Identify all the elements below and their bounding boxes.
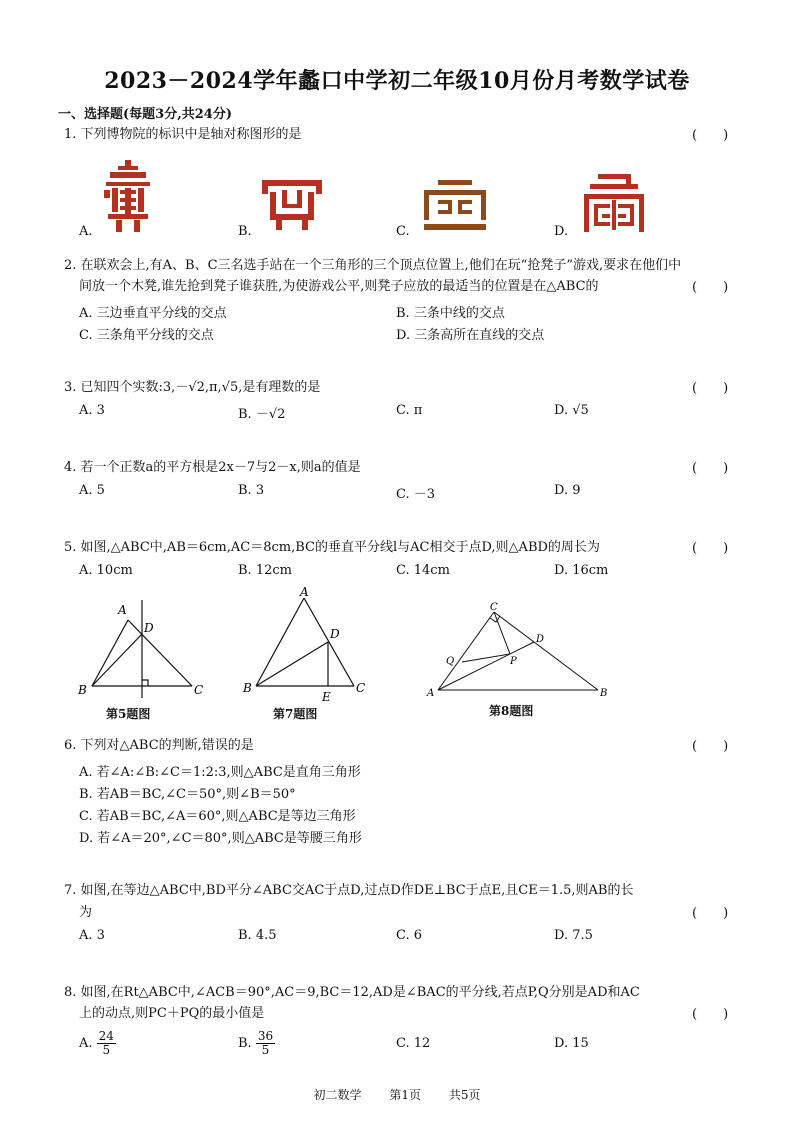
q8-option-b-fraction: [256, 1030, 275, 1057]
fig7-label-d: D: [330, 627, 340, 641]
q8-option-b-label: B.: [238, 1036, 252, 1051]
q8-option-d: D. 15: [554, 1036, 589, 1051]
q7-stem-line2: 为: [79, 905, 93, 920]
q4-option-b: B. 3: [238, 483, 265, 498]
figure-q7: [240, 584, 370, 704]
q2-stem-line1: 2. 在联欢会上,有A、B、C三名选手站在一个三角形的三个顶点位置上,他们在玩“抢凳子”游戏,要求在他们中: [64, 258, 682, 273]
q5-option-c: C. 14cm: [396, 563, 450, 578]
q6-answer-paren: ( ): [692, 739, 729, 754]
q8-option-a-label: A.: [79, 1036, 93, 1051]
q1-option-d: D.: [554, 224, 569, 239]
footer-page: 第1页: [389, 1088, 421, 1102]
figure-q8: [424, 596, 614, 700]
q6-option-a: A. 若∠A:∠B:∠C＝1:2:3,则△ABC是直角三角形: [79, 765, 361, 780]
q6-option-b: B. 若AB＝BC,∠C＝50°,则∠B＝50°: [79, 787, 296, 802]
q4-stem: 4. 若一个正数a的平方根是2x－7与2－x,则a的值是: [64, 460, 361, 475]
q4-option-d: D. 9: [554, 483, 581, 498]
fig5-label-c: C: [194, 683, 204, 697]
q8-option-b: [238, 1030, 275, 1057]
page-title: 2023－2024学年蠡口中学初二年级10月份月考数学试卷: [104, 68, 690, 94]
q8-stem-line1: 8. 如图,在Rt△ABC中,∠ACB＝90°,AC＝9,BC＝12,AD是∠BAC的平分线,若点P,Q分别是AD和AC: [64, 985, 640, 1000]
q3-option-b: B. －√2: [238, 407, 286, 422]
q1-option-a: A.: [79, 224, 93, 239]
museum-logo-c-icon: [424, 180, 486, 232]
q6-option-d: D. 若∠A＝20°,∠C＝80°,则△ABC是等腰三角形: [79, 831, 362, 846]
q3-option-d: D. √5: [554, 403, 589, 418]
q2-option-d: D. 三条高所在直线的交点: [396, 328, 545, 343]
footer-subject: 初二数学: [313, 1088, 362, 1102]
q3-answer-paren: ( ): [692, 381, 729, 396]
q8-option-c: C. 12: [396, 1036, 431, 1051]
q5-option-a: A. 10cm: [79, 563, 133, 578]
q4-answer-paren: ( ): [692, 461, 729, 476]
q5-answer-paren: ( ): [692, 541, 729, 556]
q4-option-a: A. 5: [79, 483, 105, 498]
q2-answer-paren: ( ): [692, 280, 729, 295]
q1-option-c: C.: [396, 224, 410, 239]
q8-option-a-fraction: [97, 1030, 116, 1057]
q7-option-a: A. 3: [79, 928, 105, 943]
fig7-label-c: C: [356, 681, 366, 695]
fig8-label-b: B: [600, 688, 608, 699]
museum-logo-b-icon: [262, 180, 322, 230]
caption-fig5: 第5题图: [106, 707, 151, 721]
fig7-label-e: E: [322, 690, 331, 704]
q3-stem: 3. 已知四个实数:3,－√2,π,√5,是有理数的是: [64, 380, 321, 395]
fig8-label-c: C: [490, 602, 498, 613]
q8-stem-line2: 上的动点,则PC＋PQ的最小值是: [79, 1006, 265, 1021]
q8-option-a-denominator: 5: [102, 1043, 111, 1057]
q7-option-b: B. 4.5: [238, 928, 277, 943]
q3-option-c: C. π: [396, 403, 423, 418]
q6-stem: 6. 下列对△ABC的判断,错误的是: [64, 738, 254, 753]
museum-logo-a-icon: [102, 160, 154, 234]
q2-stem-line2: 间放一个木凳,谁先抢到凳子谁获胜,为使游戏公平,则凳子应放的最适当的位置是在△ABC的: [79, 279, 599, 294]
q2-option-c: C. 三条角平分线的交点: [79, 328, 214, 343]
q7-option-d: D. 7.5: [554, 928, 593, 943]
q1-stem: 1. 下列博物院的标识中是轴对称图形的是: [64, 127, 302, 142]
q5-option-d: D. 16cm: [554, 563, 609, 578]
q8-option-b-numerator: 36: [257, 1029, 274, 1043]
q8-answer-paren: ( ): [692, 1007, 729, 1022]
fig8-label-q: Q: [446, 656, 455, 667]
q4-option-c: C. －3: [396, 487, 436, 502]
fig8-label-a: A: [427, 688, 435, 699]
fig7-label-a: A: [300, 585, 309, 599]
q5-stem: 5. 如图,△ABC中,AB＝6cm,AC＝8cm,BC的垂直平分线l与AC相交于点D,则△ABD的周长为: [64, 540, 600, 555]
fig5-label-d: D: [144, 621, 154, 635]
fig5-label-b: B: [78, 683, 87, 697]
q1-option-b: B.: [238, 224, 252, 239]
q1-answer-paren: ( ): [692, 128, 729, 143]
footer-total: 共5页: [448, 1088, 481, 1102]
fig8-label-d: D: [536, 634, 545, 645]
q8-option-b-denominator: 5: [261, 1043, 270, 1057]
q7-answer-paren: ( ): [692, 906, 729, 921]
caption-fig7: 第7题图: [273, 707, 318, 721]
q8-option-a: [79, 1030, 116, 1057]
q5-option-b: B. 12cm: [238, 563, 292, 578]
q8-option-a-numerator: 24: [98, 1029, 114, 1043]
museum-logo-d-icon: [584, 174, 644, 232]
fig8-label-p: P: [510, 656, 517, 667]
fig5-label-a: A: [118, 603, 127, 617]
q7-stem-line1: 7. 如图,在等边△ABC中,BD平分∠ABC交AC于点D,过点D作DE⊥BC于点E,且CE＝1.5,则AB的长: [64, 883, 634, 898]
q2-option-a: A. 三边垂直平分线的交点: [79, 306, 227, 321]
figure-q5: [74, 596, 214, 702]
section-heading: 一、选择题(每题3分,共24分): [58, 107, 232, 122]
q6-option-c: C. 若AB＝BC,∠A＝60°,则△ABC是等边三角形: [79, 809, 356, 824]
caption-fig8: 第8题图: [489, 704, 534, 718]
page-footer: [0, 1086, 794, 1103]
q7-option-c: C. 6: [396, 928, 423, 943]
fig7-label-b: B: [243, 681, 252, 695]
q3-option-a: A. 3: [79, 403, 105, 418]
q2-option-b: B. 三条中线的交点: [396, 306, 505, 321]
